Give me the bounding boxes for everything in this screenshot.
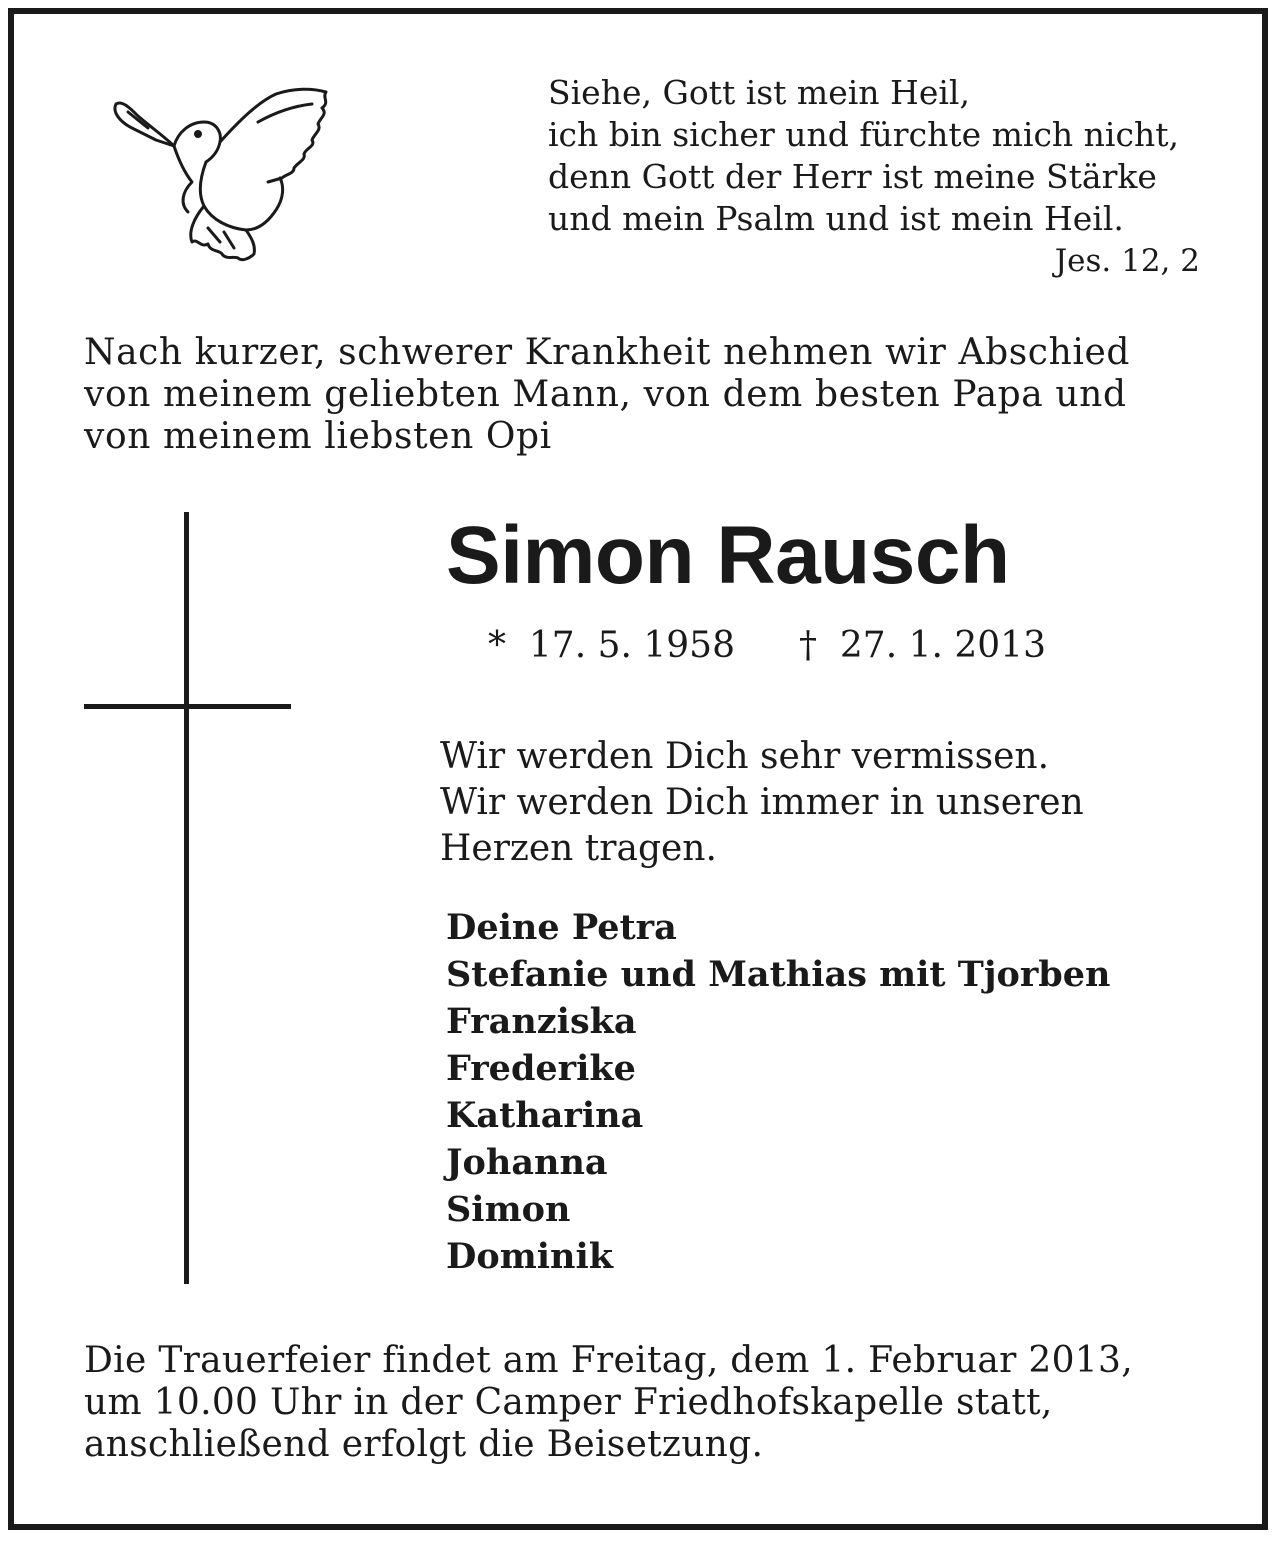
intro-line: Nach kurzer, schwerer Krankheit nehmen wir Abschied [84,332,1131,373]
dove-icon [108,82,340,268]
funeral-line: Die Trauerfeier findet am Freitag, dem 1. Februar 2013, [84,1340,1133,1381]
cross-horizontal-bar [84,704,291,709]
tribute-line: Herzen tragen. [440,828,717,869]
verse-reference: Jes. 12, 2 [1054,243,1200,279]
death-symbol: † [799,625,817,666]
cross-vertical-bar [184,512,189,1284]
intro-line: von meinem liebsten Opi [84,416,552,457]
family-member: Stefanie und Mathias mit Tjorben [446,954,1111,995]
death-date: 27. 1. 2013 [839,625,1046,666]
deceased-name: Simon Rausch [446,510,1010,601]
family-member: Frederike [446,1048,636,1089]
life-dates [488,622,1046,670]
family-member: Deine Petra [446,907,677,948]
verse-line: denn Gott der Herr ist meine Stärke [548,157,1157,196]
tribute-text [440,734,1200,872]
family-list [446,904,1110,1280]
funeral-line: um 10.00 Uhr in der Camper Friedhofskapelle statt, [84,1382,1053,1423]
verse-line: Siehe, Gott ist mein Heil, [548,73,970,112]
family-member: Simon [446,1189,571,1230]
family-member: Dominik [446,1236,614,1277]
bible-verse [548,72,1208,240]
verse-line: und mein Psalm und ist mein Heil. [548,199,1124,238]
birth-symbol: * [488,625,506,666]
intro-line: von meinem geliebten Mann, von dem besten Papa und [84,374,1127,415]
funeral-info [84,1340,1224,1466]
tribute-line: Wir werden Dich sehr vermissen. [440,736,1050,777]
birth-date: 17. 5. 1958 [528,625,735,666]
tribute-line: Wir werden Dich immer in unseren [440,782,1084,823]
family-member: Katharina [446,1095,644,1136]
family-member: Franziska [446,1001,637,1042]
verse-line: ich bin sicher und fürchte mich nicht, [548,115,1179,154]
intro-text [84,332,1214,458]
funeral-line: anschließend erfolgt die Beisetzung. [84,1424,764,1465]
family-member: Johanna [446,1142,608,1183]
